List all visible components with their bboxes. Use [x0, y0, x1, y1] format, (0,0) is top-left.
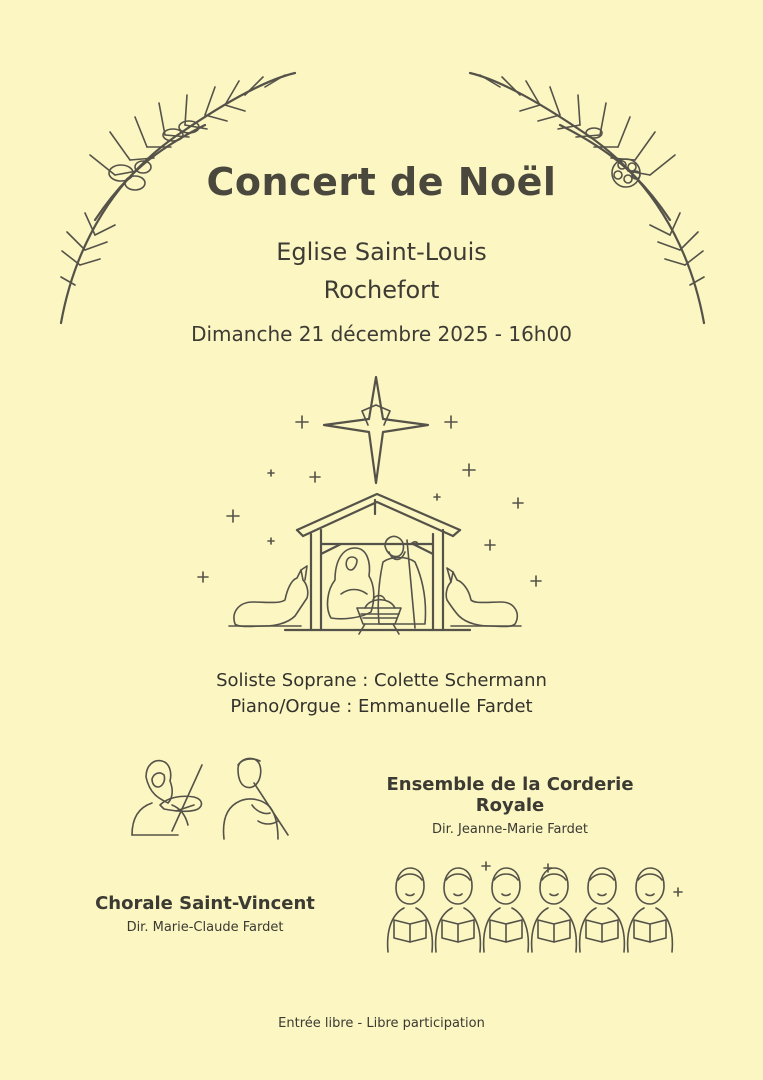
choir-singer: [388, 868, 433, 952]
choir-singer: [580, 868, 625, 952]
choir-director: Dir. Marie-Claude Fardet: [126, 920, 284, 935]
piano-organ-line: Piano/Orgue : Emmanuelle Fardet: [230, 696, 533, 717]
choir-singer: [484, 868, 529, 952]
footer-note: Entrée libre - Libre participation: [278, 1016, 485, 1031]
choir-singer: [628, 868, 673, 952]
venue: [0, 233, 763, 309]
choir-singer: [532, 868, 577, 952]
concert-title: Concert de Noël: [206, 160, 557, 204]
ensemble-name: Ensemble de la Corderie Royale: [386, 774, 634, 816]
ensemble-block: [355, 774, 665, 837]
choir-block: [95, 893, 315, 935]
choir-name: Chorale Saint-Vincent: [95, 893, 315, 914]
choir-icon: [380, 860, 690, 960]
nativity-icon: [225, 490, 525, 635]
performers: [0, 668, 763, 720]
church-name: Eglise Saint-Louis: [276, 238, 487, 266]
choir-singer: [436, 868, 481, 952]
musicians-icon: [128, 755, 298, 845]
soloist-line: Soliste Soprane : Colette Schermann: [216, 670, 547, 691]
concert-date: Dimanche 21 décembre 2025 - 16h00: [191, 322, 572, 346]
ensemble-director: Dir. Jeanne-Marie Fardet: [432, 822, 588, 837]
city-name: Rochefort: [323, 276, 440, 304]
